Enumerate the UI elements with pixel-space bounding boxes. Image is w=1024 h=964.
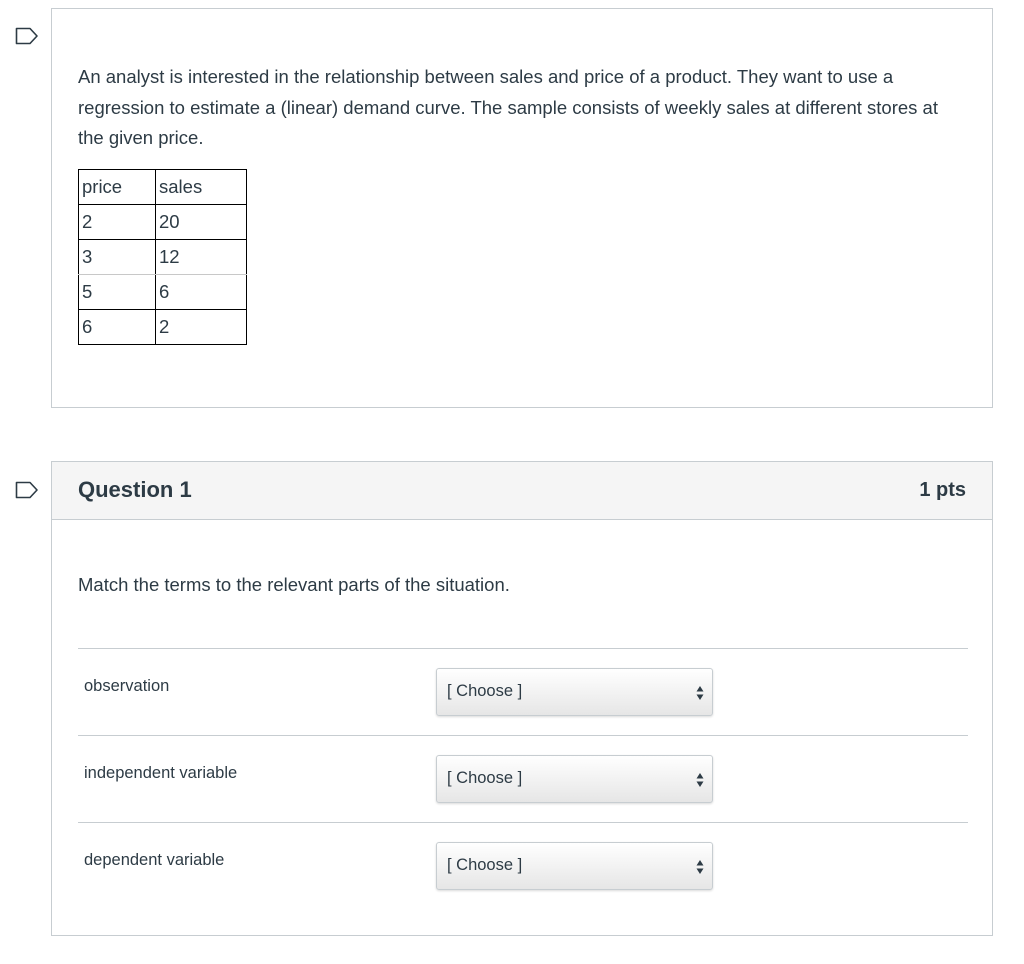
table-cell-sales: 2: [156, 310, 247, 345]
table-cell-price: 5: [79, 275, 156, 310]
question-header: [52, 462, 992, 520]
table-header-price: price: [79, 170, 156, 205]
table-cell-sales: 6: [156, 275, 247, 310]
table-header-row: [79, 170, 247, 205]
table-row: [79, 205, 247, 240]
match-term: observation: [84, 677, 170, 695]
table-header-sales: sales: [156, 170, 247, 205]
question-prompt: Match the terms to the relevant parts of the situation.: [78, 574, 510, 595]
stimulus-card: [51, 8, 993, 408]
choose-select[interactable]: [436, 842, 713, 890]
table-cell-price: 3: [79, 240, 156, 275]
match-term: independent variable: [84, 764, 238, 782]
question-card: [51, 461, 993, 936]
match-row-dependent-variable: [78, 822, 968, 909]
table-row: [79, 275, 247, 310]
table-cell-price: 6: [79, 310, 156, 345]
match-row-independent-variable: [78, 735, 968, 822]
price-sales-table: [78, 169, 247, 345]
flag-question-icon[interactable]: [15, 27, 39, 45]
up-down-arrows-icon: [696, 859, 704, 875]
up-down-arrows-icon: [696, 772, 704, 788]
table-cell-sales: 12: [156, 240, 247, 275]
select-value: [ Choose ]: [447, 682, 523, 700]
table-row: [79, 240, 247, 275]
stimulus-text: An analyst is interested in the relationship between sales and price of a product. They want to use a regression to estimate a (linear) demand curve. The sample consists of weekly sales at different stores at the given price.: [78, 66, 938, 148]
match-row-observation: [78, 648, 968, 735]
choose-select[interactable]: [436, 755, 713, 803]
table-cell-sales: 20: [156, 205, 247, 240]
choose-select[interactable]: [436, 668, 713, 716]
select-value: [ Choose ]: [447, 856, 523, 874]
match-term: dependent variable: [84, 851, 225, 869]
table-row: [79, 310, 247, 345]
select-value: [ Choose ]: [447, 769, 523, 787]
up-down-arrows-icon: [696, 685, 704, 701]
question-title: Question 1: [78, 477, 192, 502]
table-cell-price: 2: [79, 205, 156, 240]
flag-question-icon[interactable]: [15, 481, 39, 499]
question-points: 1 pts: [919, 479, 966, 501]
